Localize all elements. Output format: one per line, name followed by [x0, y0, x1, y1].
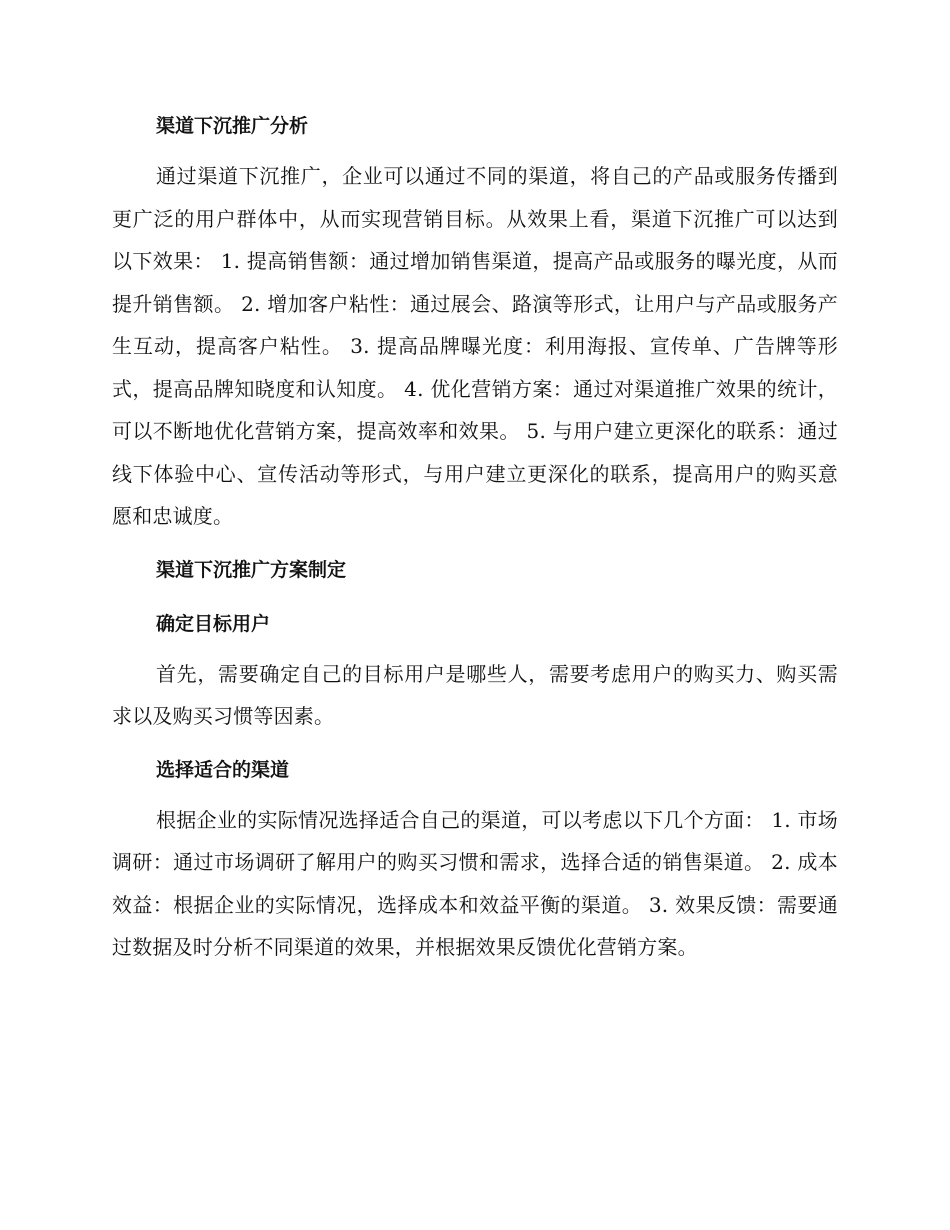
- section-heading-choose-channels: 选择适合的渠道: [156, 758, 290, 781]
- section-heading-target-users: 确定目标用户: [156, 612, 271, 635]
- paragraph-choose-channels: 根据企业的实际情况选择适合自己的渠道，可以考虑以下几个方面： 1. 市场调研：通过市场调研了解用户的购买习惯和需求，选择合适的销售渠道。 2. 成本效益：根据企业的实际情况，选择成本和效益平衡的渠道。 3. 效果反馈：需要通过数据及时分析不同渠道的效果，并根据效果反馈优化营销方案。: [112, 807, 838, 959]
- paragraph-target-users: 首先，需要确定自己的目标用户是哪些人，需要考虑用户的购买力、购买需求以及购买习惯等因素。: [112, 661, 838, 728]
- document-page: [112, 104, 838, 969]
- section-heading-channel-analysis: 渠道下沉推广分析: [156, 115, 309, 137]
- paragraph-channel-analysis: 通过渠道下沉推广，企业可以通过不同的渠道，将自己的产品或服务传播到更广泛的用户群体中，从而实现营销目标。从效果上看，渠道下沉推广可以达到以下效果： 1. 提高销售额：通过增加销售渠道，提高产品或服务的曝光度，从而提升销售额。 2. 增加客户粘性：通过展会、路演等形式，让用户与产品或服务产生互动，提高客户粘性。 3. 提高品牌曝光度：利用海报、宣传单、广告牌等形式，提高品牌知晓度和认知度。 4. 优化营销方案：通过对渠道推广效果的统计，可以不断地优化营销方案，提高效率和效果。 5. 与用户建立更深化的联系：通过线下体验中心、宣传活动等形式，与用户建立更深化的联系，提高用户的购买意愿和忠诚度。: [112, 164, 838, 528]
- section-heading-plan: 渠道下沉推广方案制定: [156, 558, 347, 581]
